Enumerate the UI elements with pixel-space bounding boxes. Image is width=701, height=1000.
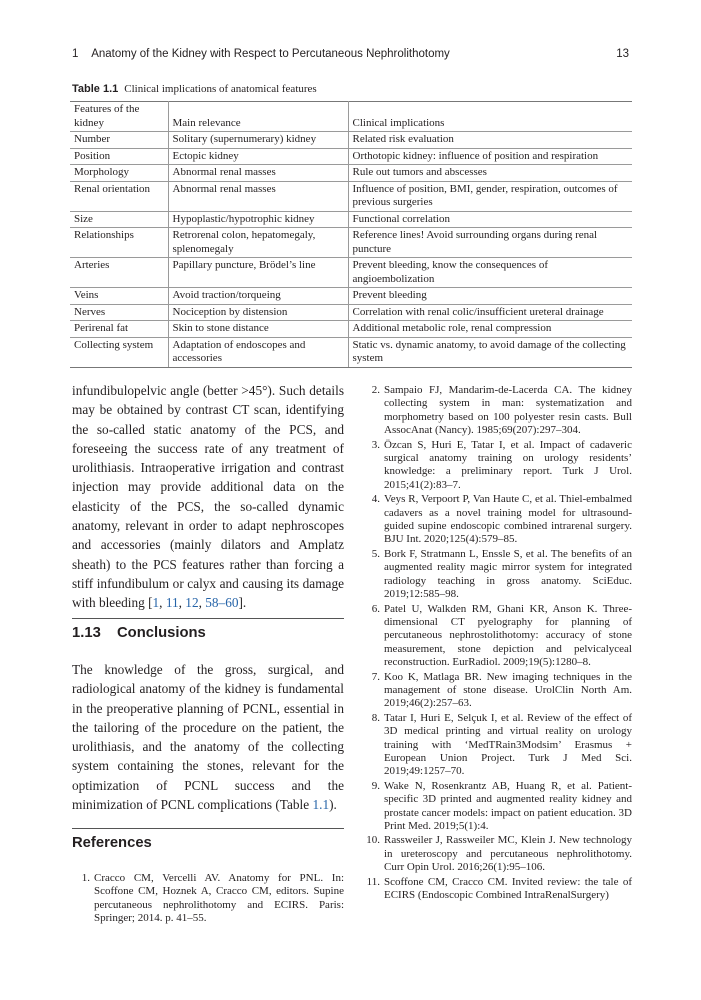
table-row (70, 165, 632, 182)
chapter-number: 1 (72, 48, 79, 60)
table-cell: Morphology (70, 165, 168, 182)
table-cell: Collecting system (70, 337, 168, 367)
column-header: Clinical implications (348, 102, 632, 132)
table-cell: Number (70, 132, 168, 149)
table-cell: Solitary (supernumerary) kidney (168, 132, 348, 149)
table-caption (72, 83, 632, 95)
body-paragraph: The knowledge of the gross, surgical, and radiological anatomy of the kidney is fundamental in the preoperative planning of PCNL, essential in the tailoring of the procedure on the patient, the urolithiasis, and the anatomy of the collecting system containing the stones, relevant for the optimization of PCNL success and the minimization of PCNL complications (Table 1.1). (72, 662, 344, 813)
reference-item: 2. Sampaio FJ, Mandarim-de-Lacerda CA. The kidney collecting system in man: systematization and morphometry based on 100 polyester resin casts. Bull AssocAnat (Nancy). 1985;69(207):297–304. (371, 384, 632, 437)
table-cell: Abnormal renal masses (168, 181, 348, 211)
section-heading (72, 625, 206, 641)
table-cell: Orthotopic kidney: influence of position and respiration (348, 148, 632, 165)
table-row (70, 288, 632, 305)
table-cell: Papillary puncture, Brödel’s line (168, 258, 348, 288)
table-caption-text: Clinical implications of anatomical features (124, 83, 317, 95)
section-divider (72, 828, 344, 829)
table-row (70, 148, 632, 165)
table-row (70, 228, 632, 258)
table-cell: Perirenal fat (70, 321, 168, 338)
table-cell: Renal orientation (70, 181, 168, 211)
table-cell: Hypoplastic/hypotrophic kidney (168, 211, 348, 228)
references-list-right (362, 384, 632, 903)
column-header: Main relevance (168, 102, 348, 132)
reference-item: 6. Patel U, Walkden RM, Ghani KR, Anson K. Three-dimensional CT pyelography for planning of percutaneous nephrostolithotomy: accuracy of stone measurement, stone depiction and pelvicalyceal reconstruction. EurRadiol. 2009;19(5):1280–8. (371, 602, 632, 669)
references-heading: References (72, 835, 152, 851)
running-header (72, 48, 629, 64)
reference-item: 10. Rassweiler J, Rassweiler MC, Klein J. New technology in ureteroscopy and percutaneous nephrolithotomy. Curr Opin Urol. 2016;26(1):95–106. (366, 834, 632, 874)
table-cell: Functional correlation (348, 211, 632, 228)
table-reference-link[interactable]: 1.1 (312, 797, 330, 813)
reference-item: 1. Cracco CM, Vercelli AV. Anatomy for PNL. In: Scoffone CM, Hoznek A, Cracco CM, editors. Supine percutaneous nephrolithotomy and ECIRS. Paris: Springer; 2014. p. 41–55. (81, 872, 344, 925)
reference-item: 4. Veys R, Verpoort P, Van Haute C, et al. Thiel-embalmed cadavers as a novel training model for ultrasound-guided supine endoscopic combined intrarenal surgery. BJU Int. 2020;125(4):579–85. (371, 493, 632, 546)
table-cell: Additional metabolic role, renal compression (348, 321, 632, 338)
chapter-heading (72, 48, 450, 60)
table-cell: Skin to stone distance (168, 321, 348, 338)
chapter-title: Anatomy of the Kidney with Respect to Percutaneous Nephrolithotomy (91, 48, 450, 60)
reference-item: 9. Wake N, Rosenkrantz AB, Huang R, et al. Patient-specific 3D printed and augmented reality kidney and prostate cancer models: impact on patient education. 3D Print Med. 2019;5(1):4. (371, 779, 632, 832)
table-cell: Ectopic kidney (168, 148, 348, 165)
table-cell: Veins (70, 288, 168, 305)
section-number: 1.13 (72, 625, 101, 641)
citation-link[interactable]: 1 (152, 595, 160, 611)
table-cell: Nociception by distension (168, 304, 348, 321)
reference-item: 3. Özcan S, Huri E, Tatar I, et al. Impact of cadaveric surgical anatomy training on urology residents’ knowledge: a preliminary report. Turk J Urol. 2015;41(2):83–7. (371, 438, 632, 491)
table-cell: Related risk evaluation (348, 132, 632, 149)
table-header-row (70, 102, 632, 132)
clinical-implications-table (70, 101, 632, 368)
table-cell: Influence of position, BMI, gender, respiration, outcomes of previous surgeries (348, 181, 632, 211)
table-label: Table 1.1 (72, 83, 119, 95)
left-column (72, 381, 344, 613)
table-cell: Abnormal renal masses (168, 165, 348, 182)
reference-item: 11. Scoffone CM, Cracco CM. Invited review: the tale of ECIRS (Endoscopic Combined IntraRenalSurgery) (366, 875, 632, 902)
section-divider (72, 618, 344, 619)
table-cell: Nerves (70, 304, 168, 321)
table-cell: Reference lines! Avoid surrounding organs during renal puncture (348, 228, 632, 258)
table-cell: Avoid traction/torqueing (168, 288, 348, 305)
table-cell: Prevent bleeding (348, 288, 632, 305)
citation-link[interactable]: 11 (165, 595, 179, 611)
references-list-left (72, 872, 344, 926)
table-cell: Rule out tumors and abscesses (348, 165, 632, 182)
table-cell: Size (70, 211, 168, 228)
citation-link[interactable]: 58–60 (205, 595, 239, 611)
citation-link[interactable]: 12 (185, 595, 199, 611)
table-cell: Arteries (70, 258, 168, 288)
table-row (70, 258, 632, 288)
section-title: Conclusions (117, 625, 206, 641)
table-row (70, 321, 632, 338)
table-cell: Prevent bleeding, know the consequences of angioembolization (348, 258, 632, 288)
table-cell: Relationships (70, 228, 168, 258)
reference-item: 8. Tatar I, Huri E, Selçuk I, et al. Review of the effect of 3D medical printing and virtual reality on urology training with ‘MedTRain3Modsim’ Erasmus + European Union Project. Turk J Med Sci. 2019;49:1257–70. (371, 711, 632, 778)
reference-item: 5. Bork F, Stratmann L, Enssle S, et al. The benefits of an augmented reality magic mirror system for integrated radiology teaching in gross anatomy. SciEduc. 2019;12:585–98. (371, 547, 632, 601)
table-cell: Position (70, 148, 168, 165)
conclusions-paragraph-block (72, 660, 344, 814)
table-row (70, 181, 632, 211)
reference-item: 7. Koo K, Matlaga BR. New imaging techniques in the management of stone disease. UrolClin North Am. 2019;46(2):257–63. (371, 670, 632, 710)
table-row (70, 211, 632, 228)
table-cell: Static vs. dynamic anatomy, to avoid damage of the collecting system (348, 337, 632, 367)
body-paragraph: infundibulopelvic angle (better >45°). Such details may be obtained by contrast CT scan, identifying the so-called static anatomy of the PCS, and foreseeing the success rate of any treatment of urolithiasis. Intraoperative irrigation and contrast injection may provide additional data on the elasticity of the PCS, the so-called dynamic anatomy, relevant in order to adapt nephroscopes and accessories (mainly dilators and Amplatz sheath) to the PCS features rather than forcing a stiff infundibulum or calyx and causing its damage with bleeding [1, 11, 12, 58–60]. (72, 383, 344, 611)
page-number: 13 (616, 48, 629, 60)
table-cell: Correlation with renal colic/insufficient ureteral drainage (348, 304, 632, 321)
table-row (70, 304, 632, 321)
table-cell: Adaptation of endoscopes and accessories (168, 337, 348, 367)
table-row (70, 132, 632, 149)
column-header: Features of the kidney (70, 102, 168, 132)
table-row (70, 337, 632, 367)
table-cell: Retrorenal colon, hepatomegaly, splenomegaly (168, 228, 348, 258)
